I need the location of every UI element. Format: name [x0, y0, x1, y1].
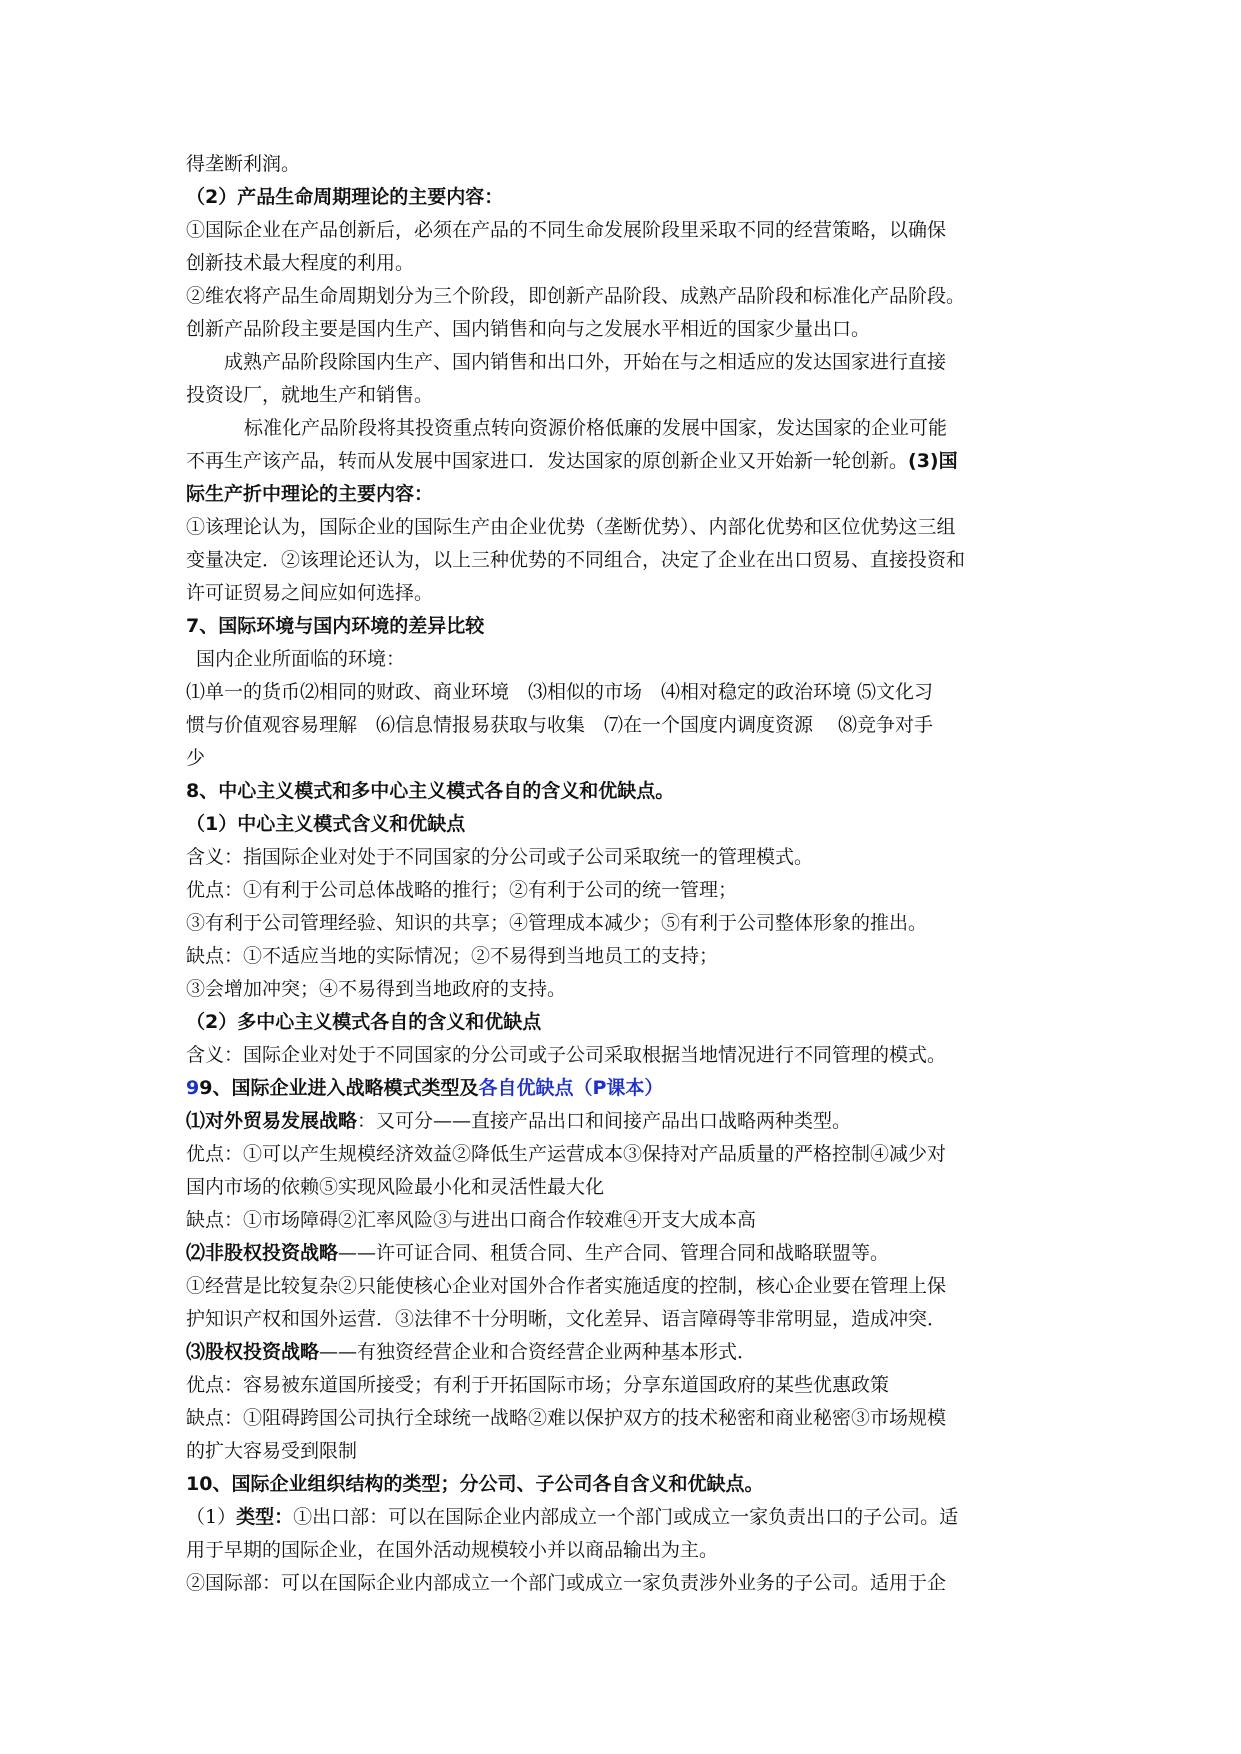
text-line: 的扩大容易受到限制: [186, 1440, 358, 1462]
text-line: 变量决定．②该理论还认为，以上三种优势的不同组合，决定了企业在出口贸易、直接投资和: [186, 549, 966, 571]
text-line: ②国际部：可以在国际企业内部成立一个部门或成立一家负责涉外业务的子公司。适用于企: [186, 1572, 947, 1594]
text-line: 缺点：①阻碍跨国公司执行全球统一战略②难以保护双方的技术秘密和商业秘密③市场规模: [186, 1407, 947, 1429]
text-line: 许可证贸易之间应如何选择。: [186, 582, 434, 604]
text-line: 缺点：①市场障碍②汇率风险③与进出口商合作较难④开支大成本高: [186, 1209, 757, 1231]
document-page: [186, 148, 1056, 1600]
strategy-label: ⑴对外贸易发展战略: [186, 1110, 358, 1132]
heading-text: 9、国际企业进入战略模式类型及: [199, 1077, 479, 1099]
text-line: [186, 1336, 1056, 1369]
text-line: ⑴单一的货币⑵相同的财政、商业环境 ⑶相似的市场 ⑷相对稳定的政治环境 ⑸文化习: [186, 681, 934, 703]
text-span: ——有独资经营企业和合资经营企业两种基本形式．: [319, 1341, 757, 1363]
section-heading: 10、国际企业组织结构的类型；分公司、子公司各自含义和优缺点。: [186, 1473, 764, 1495]
section-heading: 际生产折中理论的主要内容：: [186, 483, 434, 505]
subsection-heading: （2）多中心主义模式各自的含义和优缺点: [186, 1011, 542, 1033]
section-heading: 7、国际环境与国内环境的差异比较: [186, 615, 485, 637]
text-line: 优点：容易被东道国所接受；有利于开拓国际市场；分享东道国政府的某些优惠政策: [186, 1374, 890, 1396]
text-line: 缺点：①不适应当地的实际情况；②不易得到当地员工的支持；: [186, 945, 719, 967]
text-line: 优点：①有利于公司总体战略的推行；②有利于公司的统一管理；: [186, 879, 738, 901]
heading-number: 9: [186, 1077, 200, 1099]
text-line: 优点：①可以产生规模经济效益②降低生产运营成本③保持对产品质量的严格控制④减少对: [186, 1143, 947, 1165]
text-line: ①经营是比较复杂②只能使核心企业对国外合作者实施适度的控制，核心企业要在管理上保: [186, 1275, 947, 1297]
text-line: ③会增加冲突；④不易得到当地政府的支持。: [186, 978, 567, 1000]
section-heading: （2）产品生命周期理论的主要内容：: [186, 186, 504, 208]
subsection-heading: （1）中心主义模式含义和优缺点: [186, 813, 466, 835]
strategy-label: ⑶股权投资战略: [186, 1341, 320, 1363]
text-line: 护知识产权和国外运营．③法律不十分明晰，文化差异、语言障碍等非常明显，造成冲突．: [186, 1308, 947, 1330]
text-line: 得垄断利润。: [186, 153, 301, 175]
text-line: ①该理论认为，国际企业的国际生产由企业优势（垄断优势）、内部化优势和区位优势这三组: [186, 516, 956, 538]
text-line: [186, 1501, 1056, 1534]
text-line: [186, 445, 1056, 478]
text-line: [186, 1237, 1056, 1270]
heading-link-text: 各自优缺点（P课本）: [478, 1077, 664, 1099]
text-line: ①国际企业在产品创新后，必须在产品的不同生命发展阶段里采取不同的经营策略，以确保: [186, 219, 947, 241]
text-line: 少: [186, 747, 206, 769]
text-line: 标准化产品阶段将其投资重点转向资源价格低廉的发展中国家，发达国家的企业可能: [244, 417, 948, 439]
strategy-label: ⑵非股权投资战略: [186, 1242, 339, 1264]
text-span: 不再生产该产品，转而从发展中国家进口．发达国家的原创新企业又开始新一轮创新。: [186, 450, 909, 472]
text-span: ①出口部：可以在国际企业内部成立一个部门或成立一家负责出口的子公司。适: [293, 1506, 959, 1528]
text-span: ——许可证合同、租赁合同、生产合同、管理合同和战略联盟等。: [338, 1242, 890, 1264]
text-line: 成熟产品阶段除国内生产、国内销售和出口外，开始在与之相适应的发达国家进行直接: [224, 351, 947, 373]
section-heading: 8、中心主义模式和多中心主义模式各自的含义和优缺点。: [186, 780, 675, 802]
text-line: ③有利于公司管理经验、知识的共享；④管理成本减少；⑤有利于公司整体形象的推出。: [186, 912, 928, 934]
type-label: 类型：: [236, 1506, 294, 1528]
text-line: 投资设厂，就地生产和销售。: [186, 384, 434, 406]
section-heading-start: (3)国: [908, 450, 958, 472]
text-line: 用于早期的国际企业，在国外活动规模较小并以商品输出为主。: [186, 1539, 719, 1561]
text-line: 创新产品阶段主要是国内生产、国内销售和向与之发展水平相近的国家少量出口。: [186, 318, 871, 340]
text-line: [186, 1105, 1056, 1138]
text-line: 国内市场的依赖⑤实现风险最小化和灵活性最大化: [186, 1176, 605, 1198]
text-line: 含义：指国际企业对处于不同国家的分公司或子公司采取统一的管理模式。: [186, 846, 814, 868]
text-line: 国内企业所面临的环境：: [196, 648, 406, 670]
text-span: （1）: [186, 1506, 237, 1528]
text-line: 含义：国际企业对处于不同国家的分公司或子公司采取根据当地情况进行不同管理的模式。: [186, 1044, 947, 1066]
section-heading: [186, 1072, 1056, 1105]
text-line: 创新技术最大程度的利用。: [186, 252, 415, 274]
text-line: 惯与价值观容易理解 ⑹信息情报易获取与收集 ⑺在一个国度内调度资源 ⑻竞争对手: [186, 714, 934, 736]
text-line: ②维农将产品生命周期划分为三个阶段，即创新产品阶段、成熟产品阶段和标准化产品阶段。: [186, 285, 966, 307]
text-span: ：又可分——直接产品出口和间接产品出口战略两种类型。: [357, 1110, 852, 1132]
